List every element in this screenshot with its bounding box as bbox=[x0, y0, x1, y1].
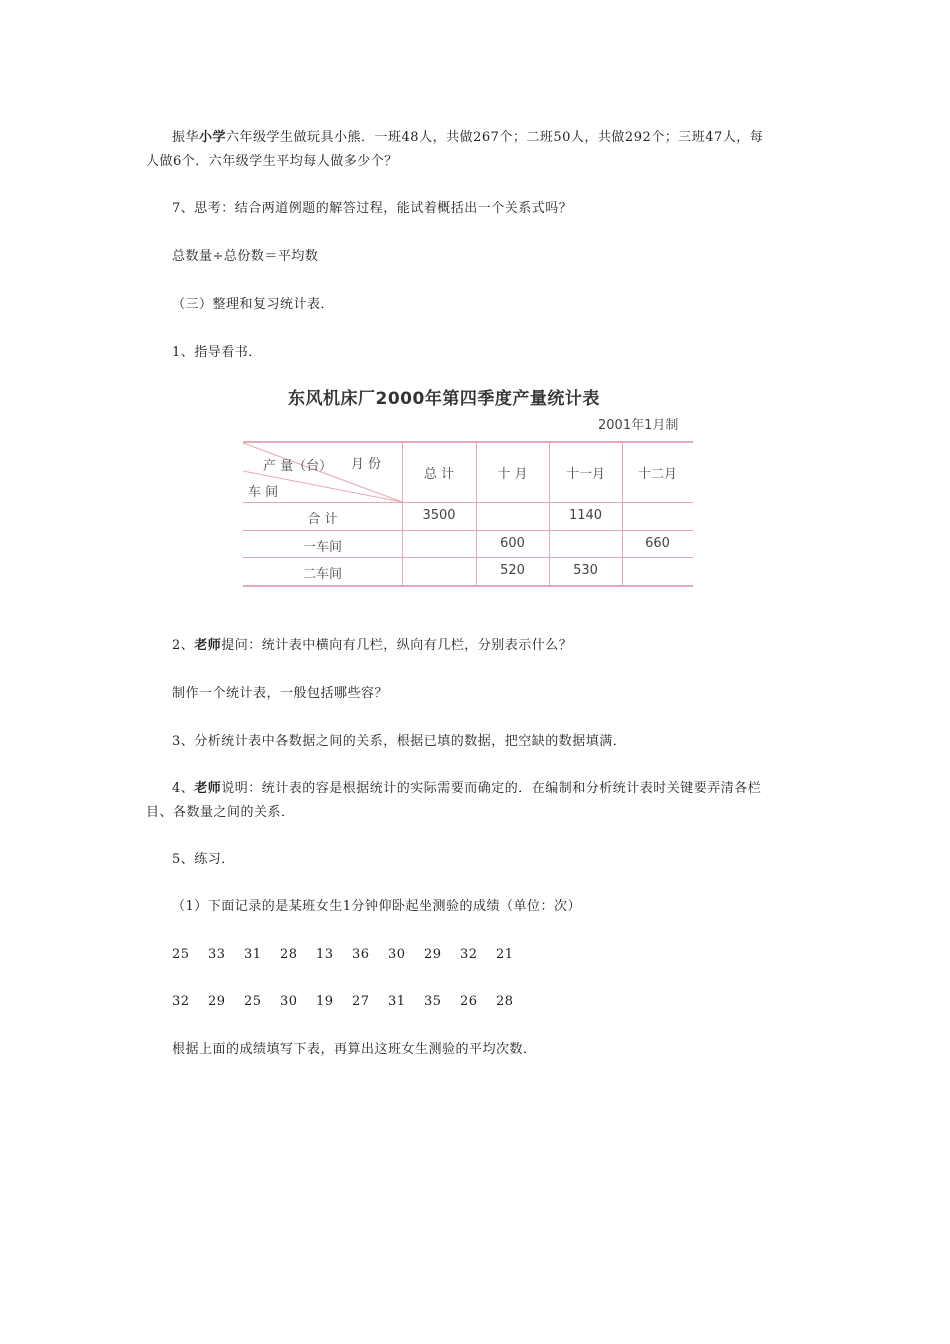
row-label: 合 计 bbox=[307, 512, 338, 527]
paragraph-teacher-explain-line1 bbox=[172, 776, 761, 801]
score-value: 27 bbox=[352, 994, 370, 1009]
table-rule-bottom bbox=[243, 585, 693, 587]
highlight-text: 老师 bbox=[194, 781, 222, 796]
score-value: 28 bbox=[496, 994, 514, 1009]
score-value: 36 bbox=[352, 947, 370, 962]
table-cell: 530 bbox=[573, 563, 598, 578]
table-title: 东风机床厂2000年第四季度产量统计表 bbox=[288, 389, 600, 409]
paragraph-problem-line2: 人做6个．六年级学生平均每人做多少个？ bbox=[146, 154, 398, 169]
score-value: 26 bbox=[460, 994, 478, 1009]
paragraph-practice: 5、练习． bbox=[172, 852, 235, 867]
score-value: 33 bbox=[208, 947, 226, 962]
paragraph-fill-table: 根据上面的成绩填写下表，再算出这班女生测验的平均次数． bbox=[172, 1042, 537, 1057]
paragraph-formula: 总数量÷总份数＝平均数 bbox=[172, 249, 319, 264]
column-header: 十 月 bbox=[497, 467, 528, 482]
paragraph-think: 7、思考：结合两道例题的解答过程，能试着概括出一个关系式吗？ bbox=[172, 201, 573, 216]
corner-label-workshop: 车 间 bbox=[248, 485, 279, 500]
score-value: 29 bbox=[424, 947, 442, 962]
paragraph-teacher-question bbox=[172, 633, 572, 658]
row-label: 二车间 bbox=[302, 567, 342, 582]
table-cell: 660 bbox=[645, 536, 670, 551]
table-cell: 1140 bbox=[568, 508, 603, 523]
paragraph-teacher-explain-line2: 目、各数量之间的关系． bbox=[146, 805, 295, 820]
score-value: 32 bbox=[460, 947, 478, 962]
table-rule bbox=[243, 557, 693, 558]
section-heading: （三）整理和复习统计表． bbox=[172, 297, 335, 312]
score-value: 30 bbox=[280, 994, 298, 1009]
score-value: 31 bbox=[244, 947, 262, 962]
text-segment: 六年级学生做玩具小熊．一班48人，共做267个；二班50人，共做292个；三班47人，每 bbox=[226, 130, 764, 145]
text-segment: 说明：统计表的容是根据统计的实际需要而确定的．在编制和分析统计表时关键要弄清各栏 bbox=[221, 781, 762, 796]
score-value: 28 bbox=[280, 947, 298, 962]
highlight-text: 老师 bbox=[194, 638, 222, 653]
score-value: 13 bbox=[316, 947, 334, 962]
score-list-row2 bbox=[172, 989, 532, 1014]
table-cell: 520 bbox=[500, 563, 525, 578]
score-value: 32 bbox=[172, 994, 190, 1009]
score-value: 19 bbox=[316, 994, 334, 1009]
row-label: 一车间 bbox=[302, 540, 342, 555]
score-value: 31 bbox=[388, 994, 406, 1009]
table-cell: 600 bbox=[500, 536, 525, 551]
text-segment: 提问：统计表中横向有几栏，纵向有几栏，分别表示什么？ bbox=[221, 638, 573, 653]
score-value: 35 bbox=[424, 994, 442, 1009]
score-value: 25 bbox=[244, 994, 262, 1009]
column-header: 十二月 bbox=[637, 467, 677, 482]
column-header: 总 计 bbox=[423, 467, 455, 482]
paragraph-guide: 1、指导看书． bbox=[172, 345, 262, 360]
paragraph-table-contents: 制作一个统计表，一般包括哪些容？ bbox=[172, 686, 389, 701]
table-cell: 3500 bbox=[422, 508, 456, 523]
text-segment: 2、 bbox=[172, 638, 195, 653]
score-value: 21 bbox=[496, 947, 514, 962]
column-header: 十一月 bbox=[565, 467, 605, 482]
paragraph-practice-intro: （1）下面记录的是某班女生1分钟仰卧起坐测验的成绩（单位：次） bbox=[172, 899, 582, 914]
text-segment: 振华 bbox=[172, 130, 200, 145]
corner-label-month: 月 份 bbox=[351, 457, 382, 472]
score-value: 25 bbox=[172, 947, 190, 962]
text-segment: 4、 bbox=[172, 781, 195, 796]
paragraph-problem-line1 bbox=[172, 125, 763, 150]
paragraph-analyze: 3、分析统计表中各数据之间的关系，根据已填的数据，把空缺的数据填满． bbox=[172, 734, 627, 749]
score-value: 29 bbox=[208, 994, 226, 1009]
corner-label-output: 产 量（台） bbox=[263, 459, 333, 474]
score-list-row1 bbox=[172, 942, 532, 967]
statistics-table bbox=[243, 441, 693, 587]
highlight-text: 小学 bbox=[199, 130, 227, 145]
table-rule bbox=[243, 530, 693, 531]
score-value: 30 bbox=[388, 947, 406, 962]
table-made-date: 2001年1月制 bbox=[598, 418, 679, 433]
